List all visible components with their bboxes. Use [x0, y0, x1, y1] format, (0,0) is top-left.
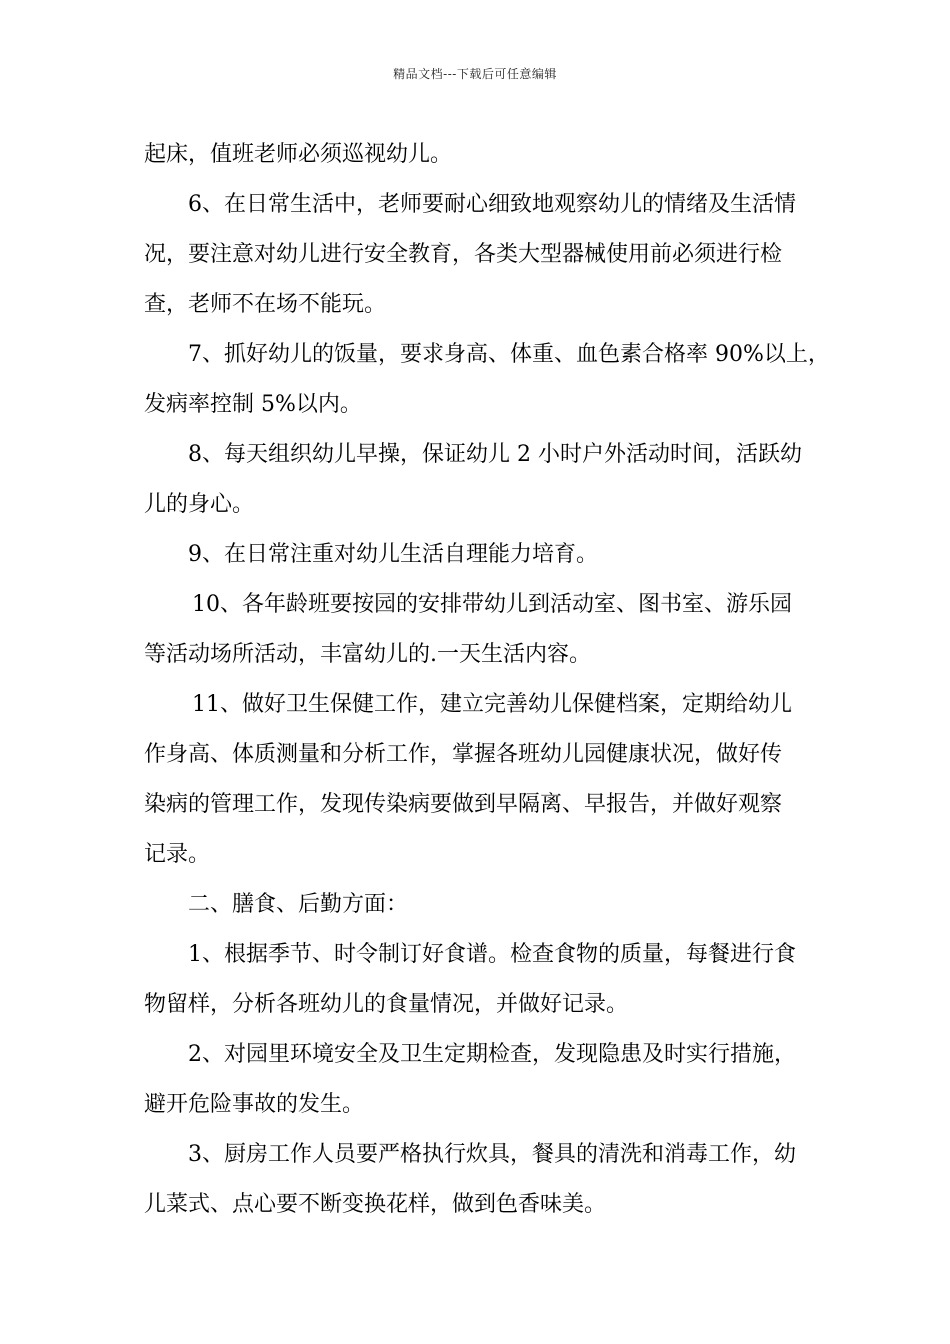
text-line: 儿的身心。 — [144, 492, 255, 517]
text-line: 查，老师不在场不能玩。 — [144, 292, 387, 317]
text-line: 染病的管理工作，发现传染病要做到早隔离、早报告，并做好观察 — [144, 792, 783, 817]
text-line: 况，要注意对幼儿进行安全教育，各类大型器械使用前必须进行检 — [144, 242, 783, 267]
text-line: 儿菜式、点心要不断变换花样，做到色香味美。 — [144, 1192, 607, 1217]
text-line: 等活动场所活动，丰富幼儿的.一天生活内容。 — [144, 642, 591, 667]
text-line: 避开危险事故的发生。 — [144, 1092, 365, 1117]
list-item-1: 1、根据季节、时令制订好食谱。检查食物的质量，每餐进行食 — [188, 942, 796, 967]
section-heading: 二、膳食、后勤方面： — [188, 892, 409, 917]
text-line: 发病率控制 5%以内。 — [144, 392, 362, 417]
text-line: 作身高、体质测量和分析工作，掌握各班幼儿园健康状况，做好传 — [144, 742, 783, 767]
text-line: 物留样，分析各班幼儿的食量情况，并做好记录。 — [144, 992, 629, 1017]
list-item-2: 2、对园里环境安全及卫生定期检查，发现隐患及时实行措施， — [188, 1042, 796, 1067]
text-line: 起床，值班老师必须巡视幼儿。 — [144, 142, 453, 167]
list-item-7: 7、抓好幼儿的饭量，要求身高、体重、血色素合格率 90%以上， — [188, 342, 830, 367]
list-item-9: 9、在日常注重对幼儿生活自理能力培育。 — [188, 542, 598, 567]
list-item-3: 3、厨房工作人员要严格执行炊具，餐具的清洗和消毒工作，幼 — [188, 1142, 796, 1167]
list-item-6: 6、在日常生活中，老师要耐心细致地观察幼儿的情绪及生活情 — [188, 192, 796, 217]
text-line: 记录。 — [144, 842, 211, 867]
document-body — [144, 130, 830, 1230]
page-header: 精品文档---下载后可任意编辑 — [393, 67, 557, 81]
list-item-10: 10、各年龄班要按园的安排带幼儿到活动室、图书室、游乐园 — [192, 592, 792, 617]
list-item-8: 8、每天组织幼儿早操，保证幼儿 2 小时户外活动时间，活跃幼 — [188, 442, 802, 467]
list-item-11: 11、做好卫生保健工作，建立完善幼儿保健档案，定期给幼儿 — [192, 692, 792, 717]
